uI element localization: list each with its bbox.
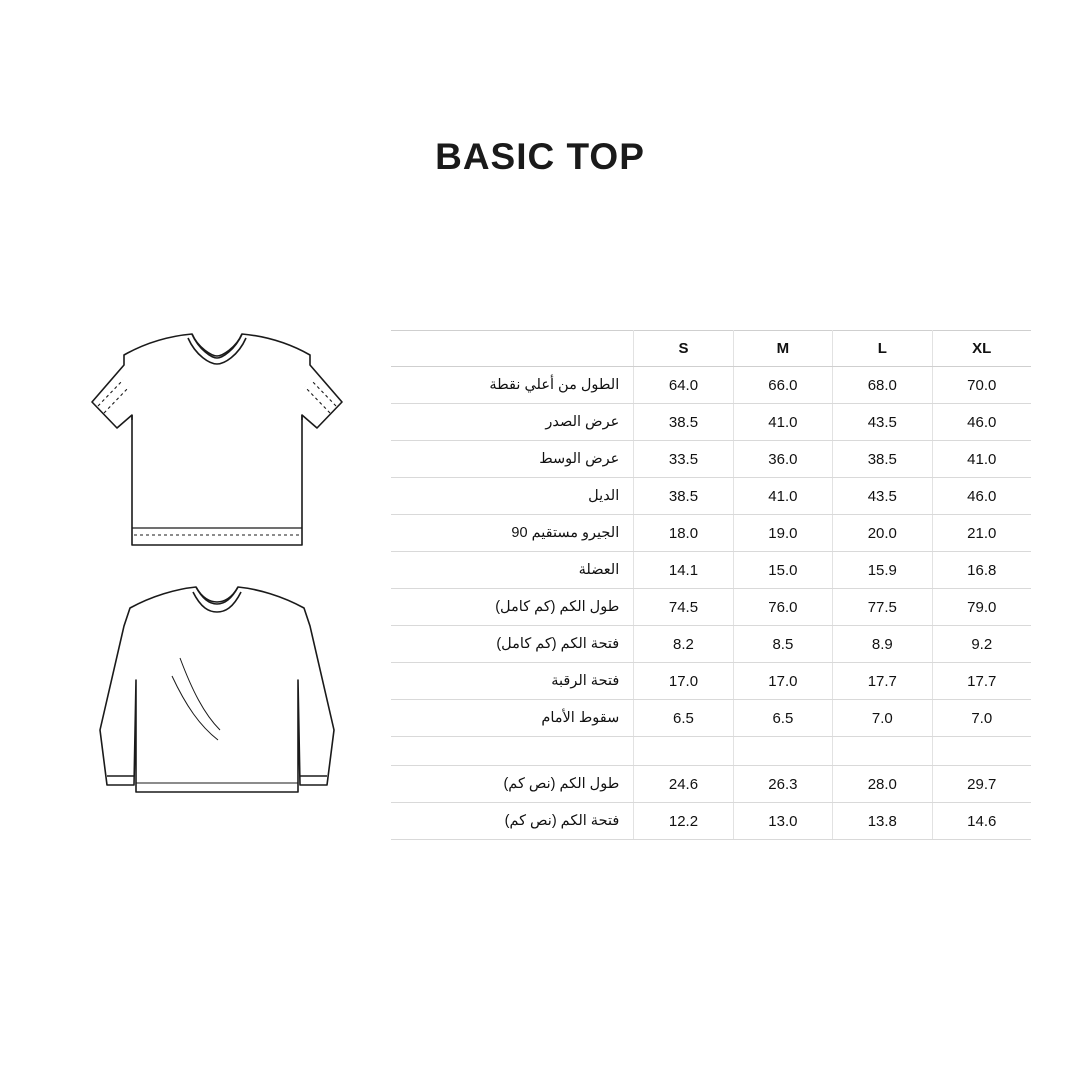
page-title: BASIC TOP bbox=[435, 136, 645, 177]
table-row bbox=[391, 626, 1031, 663]
row-value-l: 8.9 bbox=[833, 626, 932, 663]
measurement-header bbox=[391, 330, 634, 367]
row-label: سقوط الأمام bbox=[391, 700, 634, 737]
table-row bbox=[391, 478, 1031, 515]
row-value-l: 13.8 bbox=[833, 803, 932, 840]
row-value-s: 18.0 bbox=[634, 515, 733, 552]
table-row bbox=[391, 803, 1031, 840]
row-label bbox=[391, 737, 634, 766]
row-value-xl: 41.0 bbox=[932, 441, 1031, 478]
row-value-m: 41.0 bbox=[733, 478, 832, 515]
row-value-l: 28.0 bbox=[833, 766, 932, 803]
row-label: عرض الصدر bbox=[391, 404, 634, 441]
row-value-xl: 46.0 bbox=[932, 478, 1031, 515]
row-value-xl: 7.0 bbox=[932, 700, 1031, 737]
row-value-s: 8.2 bbox=[634, 626, 733, 663]
row-label: العضلة bbox=[391, 552, 634, 589]
row-value-m: 8.5 bbox=[733, 626, 832, 663]
row-value-l: 43.5 bbox=[833, 404, 932, 441]
row-value-m: 41.0 bbox=[733, 404, 832, 441]
table-row bbox=[391, 589, 1031, 626]
table-row bbox=[391, 552, 1031, 589]
row-value-m: 66.0 bbox=[733, 367, 832, 404]
row-value-xl: 29.7 bbox=[932, 766, 1031, 803]
row-label: الطول من أعلي نقطة bbox=[391, 367, 634, 404]
table-header-row bbox=[391, 330, 1031, 367]
row-value-xl: 79.0 bbox=[932, 589, 1031, 626]
row-value-m: 6.5 bbox=[733, 700, 832, 737]
row-value-s: 14.1 bbox=[634, 552, 733, 589]
row-label: الديل bbox=[391, 478, 634, 515]
row-value-xl bbox=[932, 737, 1031, 766]
row-value-xl: 70.0 bbox=[932, 367, 1031, 404]
size-chart-table bbox=[391, 330, 1031, 840]
row-value-l: 43.5 bbox=[833, 478, 932, 515]
row-value-l: 77.5 bbox=[833, 589, 932, 626]
row-value-l: 68.0 bbox=[833, 367, 932, 404]
row-label: فتحة الكم (نص كم) bbox=[391, 803, 634, 840]
row-value-m: 13.0 bbox=[733, 803, 832, 840]
table-row bbox=[391, 766, 1031, 803]
size-header-m: M bbox=[733, 330, 832, 367]
row-value-m: 36.0 bbox=[733, 441, 832, 478]
row-value-l: 38.5 bbox=[833, 441, 932, 478]
row-value-l: 20.0 bbox=[833, 515, 932, 552]
row-value-m bbox=[733, 737, 832, 766]
row-value-s: 33.5 bbox=[634, 441, 733, 478]
row-value-m: 26.3 bbox=[733, 766, 832, 803]
row-label: فتحة الرقبة bbox=[391, 663, 634, 700]
table-row bbox=[391, 367, 1031, 404]
row-value-s: 38.5 bbox=[634, 404, 733, 441]
row-value-l bbox=[833, 737, 932, 766]
row-value-s: 6.5 bbox=[634, 700, 733, 737]
row-value-l: 17.7 bbox=[833, 663, 932, 700]
row-value-l: 7.0 bbox=[833, 700, 932, 737]
row-label: طول الكم (كم كامل) bbox=[391, 589, 634, 626]
row-value-xl: 17.7 bbox=[932, 663, 1031, 700]
size-header-s: S bbox=[634, 330, 733, 367]
row-value-s: 12.2 bbox=[634, 803, 733, 840]
row-value-l: 15.9 bbox=[833, 552, 932, 589]
row-value-s: 24.6 bbox=[634, 766, 733, 803]
row-value-xl: 21.0 bbox=[932, 515, 1031, 552]
table-spacer-row bbox=[391, 737, 1031, 766]
short-sleeve-tee-technical-drawing bbox=[52, 320, 382, 570]
table-row bbox=[391, 700, 1031, 737]
size-header-xl: XL bbox=[932, 330, 1031, 367]
row-value-s: 38.5 bbox=[634, 478, 733, 515]
garment-illustrations bbox=[52, 320, 382, 840]
table-row bbox=[391, 404, 1031, 441]
table-row bbox=[391, 441, 1031, 478]
row-value-m: 19.0 bbox=[733, 515, 832, 552]
row-value-s: 17.0 bbox=[634, 663, 733, 700]
row-label: طول الكم (نص كم) bbox=[391, 766, 634, 803]
row-value-xl: 9.2 bbox=[932, 626, 1031, 663]
long-sleeve-top-technical-drawing bbox=[52, 580, 382, 840]
row-value-xl: 14.6 bbox=[932, 803, 1031, 840]
table-row bbox=[391, 515, 1031, 552]
row-label: فتحة الكم (كم كامل) bbox=[391, 626, 634, 663]
row-label: الجيرو مستقيم 90 bbox=[391, 515, 634, 552]
row-value-s bbox=[634, 737, 733, 766]
row-value-s: 74.5 bbox=[634, 589, 733, 626]
table-row bbox=[391, 663, 1031, 700]
size-header-l: L bbox=[833, 330, 932, 367]
row-value-m: 76.0 bbox=[733, 589, 832, 626]
row-value-m: 15.0 bbox=[733, 552, 832, 589]
row-label: عرض الوسط bbox=[391, 441, 634, 478]
row-value-xl: 16.8 bbox=[932, 552, 1031, 589]
row-value-xl: 46.0 bbox=[932, 404, 1031, 441]
row-value-s: 64.0 bbox=[634, 367, 733, 404]
row-value-m: 17.0 bbox=[733, 663, 832, 700]
